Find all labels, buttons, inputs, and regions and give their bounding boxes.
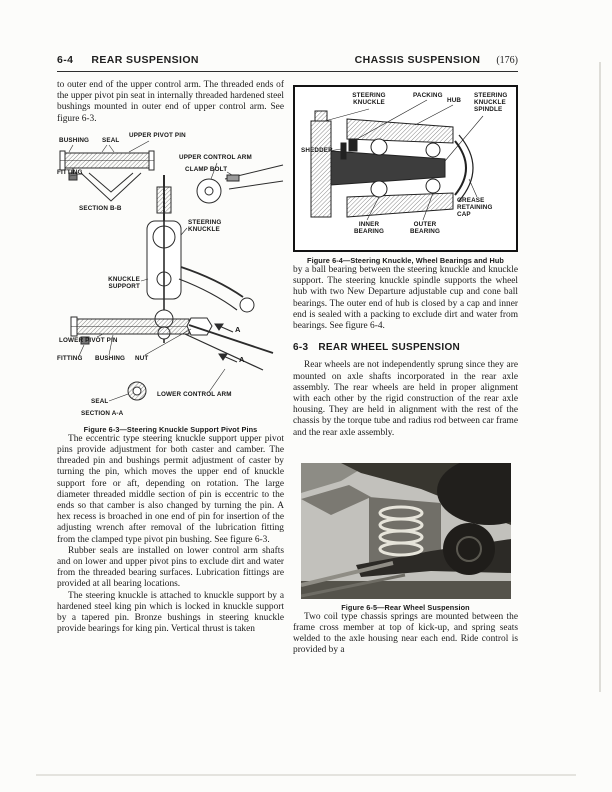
header-rule xyxy=(57,71,518,72)
figure-6-3-artwork xyxy=(57,129,284,421)
section-marker-a: A xyxy=(235,324,241,334)
paragraph: Two coil type chassis springs are mounted between the frame cross member at top of kick-up, and spring seats welded to the axle housing near each end. Ride control is provided by a xyxy=(293,611,518,656)
paragraph: The steering knuckle is attached to knuckle support by a hardened steel king pin which is locked in knuckle support by a tapered pin. Bronze bushings in steering knuckle provide bearings for king pin. Vertical thrust is taken xyxy=(57,590,284,635)
figure-label: STEERING KNUCKLE xyxy=(188,218,222,233)
paragraph: The eccentric type steering knuckle support upper pivot pins provide adjustment for both caster and camber. The threaded pin and bushings permit adjustment of caster by turning the pin, which moves the upper end of knuckle support fore or aft, depending on rotation. The large diameter threaded middle section of pin is eccentric to the ends so that camber is also changed by turning the pin. A hex recess is broached in one end of pin for insertion of the adjusting wrench after removal of the lubrication fitting from the clamped type pivot pin bushing. See figure 6-3. xyxy=(57,433,284,545)
paragraph: Rear wheels are not independently sprung since they are mounted on axle shafts incorporated in the rear axle assembly. The rear wheels are held in proper alignment with each other by the rigid construction of the rear axle housing. They are held in alignment with the rest of the chassis by the torque tube and radius rod between car frame and the rear axle assembly. xyxy=(293,360,518,438)
right-column xyxy=(293,85,518,657)
figure-label: OUTER BEARING xyxy=(409,221,441,235)
figure-label: STEERING KNUCKLE xyxy=(352,92,386,106)
figure-label: BUSHING xyxy=(59,136,90,144)
figure-label: HUB xyxy=(447,97,462,104)
section-number: 6-4 xyxy=(57,54,74,66)
paragraph: by a ball bearing between the steering knuckle and knuckle support. The steering knuckle spindle supports the wheel hub with two New Departure adjustable cup and cone ball bearings. The outer end of hub is closed by a cap and inner end is sealed with a packing to exclude dirt and water from bearings. See figure 6-4. xyxy=(293,265,518,332)
page-number: (176) xyxy=(496,55,518,66)
figure-label: GREASE RETAINING CAP xyxy=(457,197,493,218)
figure-label: UPPER CONTROL ARM xyxy=(179,153,252,161)
figure-label: PACKING xyxy=(413,92,443,99)
figure-label: SEAL xyxy=(102,136,120,144)
figure-label: SECTION B-B xyxy=(79,204,122,212)
figure-label: SHEDDER xyxy=(301,147,333,154)
chapter-title-left: REAR SUSPENSION xyxy=(91,54,199,66)
figure-label: INNER BEARING xyxy=(353,221,385,235)
figure-label: BUSHING xyxy=(95,354,126,362)
figure-6-5-photo xyxy=(301,463,511,599)
figure-label: UPPER PIVOT PIN xyxy=(129,131,186,139)
figure-6-5-artwork xyxy=(301,463,511,599)
page-header xyxy=(57,54,518,66)
figure-label: LOWER PIVOT PIN xyxy=(59,336,118,344)
figure-6-3 xyxy=(57,129,284,421)
figure-label: FITTING xyxy=(57,354,83,362)
chapter-title-right: CHASSIS SUSPENSION xyxy=(354,54,481,66)
figure-label: FITTING xyxy=(57,168,83,176)
figure-label: NUT xyxy=(135,354,149,362)
section-heading-title: REAR WHEEL SUSPENSION xyxy=(318,342,461,354)
page-edge-bottom xyxy=(36,774,576,776)
figure-label: LOWER CONTROL ARM xyxy=(157,390,232,398)
figure-6-4 xyxy=(293,85,518,252)
paragraph: Rubber seals are installed on lower control arm shafts and on lower and upper pivot pins to exclude dirt and water from the threaded bearing surfaces. Lubrication fittings are provided at all bearing locations. xyxy=(57,545,284,590)
figure-caption: Figure 6-3—Steering Knuckle Support Pivot Pins xyxy=(83,424,258,434)
figure-label: SECTION A-A xyxy=(81,409,124,417)
header-right xyxy=(355,54,518,66)
figure-caption: Figure 6-5—Rear Wheel Suspension xyxy=(341,602,470,612)
section-marker-a: A xyxy=(239,354,245,364)
page-edge-right xyxy=(599,62,601,692)
figure-label: KNUCKLE SUPPORT xyxy=(108,275,140,290)
figure-label: SEAL xyxy=(91,397,109,405)
section-heading-number: 6-3 xyxy=(293,342,309,354)
paragraph: to outer end of the upper control arm. The threaded ends of the upper pivot pin seat in internally threaded hardened steel bushings mounted in outer end of upper control arm. See figure 6-3. xyxy=(57,80,284,124)
figure-label: CLAMP BOLT xyxy=(185,165,228,173)
figure-label: STEERING KNUCKLE SPINDLE xyxy=(474,92,508,113)
section-heading xyxy=(293,342,518,353)
header-left xyxy=(57,54,199,66)
left-column xyxy=(57,80,284,635)
figure-caption: Figure 6-4—Steering Knuckle, Wheel Bearings and Hub xyxy=(307,256,504,265)
